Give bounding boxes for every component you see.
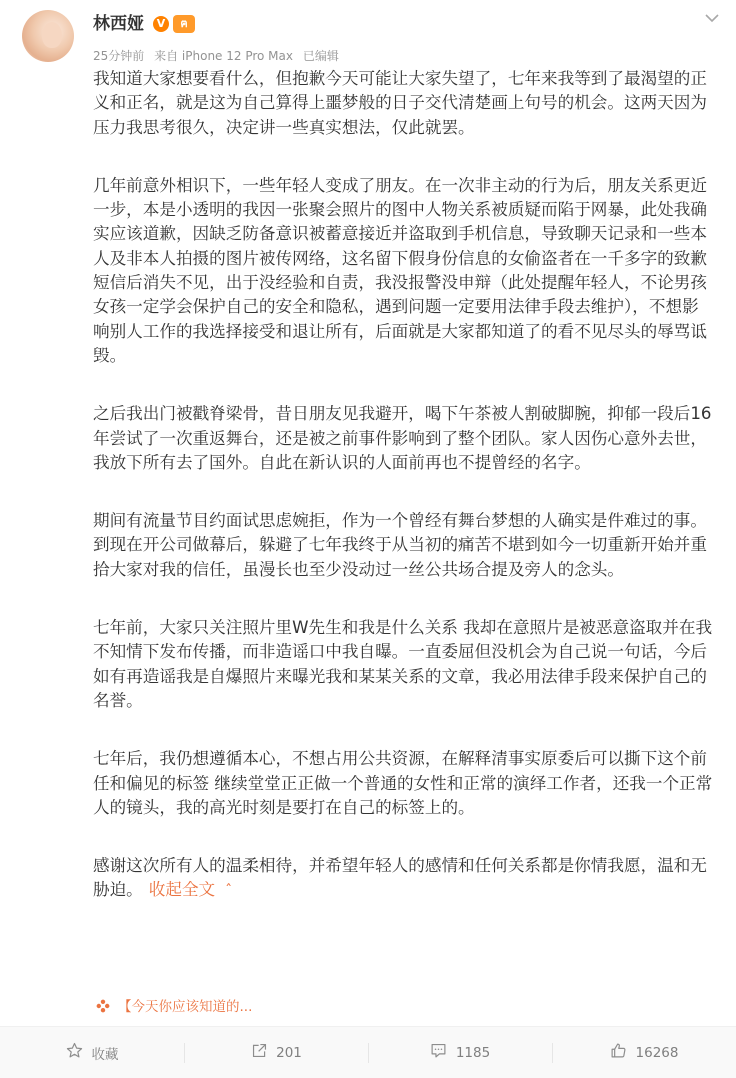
topic-flower-icon bbox=[95, 999, 111, 1015]
chevron-down-svg bbox=[704, 13, 720, 23]
paragraph-3: 之后我出门被戳脊梁骨，昔日朋友见我避开，喝下午茶被人割破脚腕，抑郁一段后16年尝试了一次重返舞台，还是被之前事件影响到了整个团队。家人因伤心意外去世，我放下所有去了国外。自此在新认识的人面前再也不提曾经的名字。 bbox=[93, 404, 712, 472]
thumbs-up-svg bbox=[610, 1042, 627, 1059]
repost-icon bbox=[250, 1042, 268, 1063]
star-svg bbox=[66, 1042, 83, 1059]
topic-flower-svg bbox=[96, 999, 110, 1013]
star-icon bbox=[66, 1042, 84, 1063]
favorite-label: 收藏 bbox=[91, 1046, 119, 1063]
collapse-button[interactable]: 收起全文 bbox=[148, 880, 216, 900]
paragraph-6: 七年后，我仍想遵循本心，不想占用公共资源，在解释清事实原委后可以撕下这个前任和偏见的标签 继续堂堂正正做一个普通的女性和正常的演绎工作者，还我一个正常人的镜头，我的高光时刻是要打在自己的标签上的。 bbox=[93, 749, 713, 817]
repost-button[interactable] bbox=[184, 1027, 368, 1078]
paragraph-1: 我知道大家想要看什么，但抱歉今天可能让大家失望了，七年来我等到了最渴望的正义和正名，就是这为自己算得上噩梦般的日子交代清楚画上句号的机会。这两天因为压力我思考很久，决定讲一些真实想法，仅此就罢。 bbox=[93, 69, 707, 137]
paragraph-5: 七年前，大家只关注照片里W先生和我是什么关系 我却在意照片是被恶意盗取并在我不知情下发布传播，而非造谣口中我自曝。一直委屈但没机会为自己说一句话，今后如有再造谣我是自爆照片来曝光我和某某关系的文章，我必用法律手段来保护自己的名誉。 bbox=[93, 618, 713, 710]
fan-badge-icon: ฅ bbox=[173, 15, 195, 33]
comment-count: 1185 bbox=[455, 1044, 491, 1061]
topic-link[interactable]: 【今天你应该知道的... bbox=[118, 999, 253, 1015]
post-time[interactable]: 25分钟前 bbox=[93, 49, 145, 63]
post-content bbox=[93, 67, 713, 904]
author-name[interactable]: 林西娅 bbox=[93, 14, 144, 34]
verified-badge-icon: V bbox=[153, 16, 169, 32]
chevron-up-icon[interactable]: ˆ bbox=[225, 883, 233, 900]
comment-svg bbox=[430, 1042, 447, 1059]
last-paragraph-text: 感谢这次所有人的温柔相待，并希望年轻人的感情和任何关系都是你情我愿，温和无胁迫。 bbox=[93, 856, 707, 900]
avatar[interactable] bbox=[22, 10, 74, 62]
post-source: 来自 iPhone 12 Pro Max bbox=[154, 49, 293, 63]
avatar-face bbox=[42, 22, 62, 48]
repost-svg bbox=[251, 1042, 268, 1059]
action-bar bbox=[0, 1027, 736, 1078]
comment-icon bbox=[430, 1042, 448, 1063]
paragraph-2: 几年前意外相识下，一些年轻人变成了朋友。在一次非主动的行为后，朋友关系更近一步，本是小透明的我因一张聚会照片的图中人物关系被质疑而陷于网暴，此处我确实应该道歉，因缺乏防备意识被蓄意接近并盗取到手机信息，导致聊天记录和一些本人及非本人拍摄的图片被传网络，这名留下假身份信息的女偷盗者在一千多字的致歉短信后消失不见，出于没经验和自责，我没报警没申辩（此处提醒年轻人，不论男孩女孩一定学会保护自己的安全和隐私，遇到问题一定要用法律手段去维护），不想影响别人工作的我选择接受和退让所有，后面就是大家都知道了的看不见尽头的辱骂诋毁。 bbox=[93, 175, 707, 365]
paragraph-4: 期间有流量节目约面试思虑婉拒，作为一个曾经有舞台梦想的人确实是件难过的事。到现在开公司做幕后，躲避了七年我终于从当初的痛苦不堪到如今一切重新开始并重拾大家对我的信任，虽漫长也至少没动过一丝公共场合提及旁人的念头。 bbox=[93, 511, 707, 579]
comment-button[interactable] bbox=[368, 1027, 552, 1078]
like-button[interactable] bbox=[552, 1027, 736, 1078]
thumbs-up-icon bbox=[610, 1042, 628, 1063]
repost-count: 201 bbox=[276, 1044, 302, 1061]
post-meta bbox=[93, 48, 345, 64]
like-count: 16268 bbox=[635, 1044, 679, 1061]
paragraph-last bbox=[93, 854, 713, 904]
favorite-button[interactable] bbox=[0, 1027, 184, 1078]
chevron-down-icon[interactable] bbox=[702, 8, 722, 28]
edited-label[interactable]: 已编辑 bbox=[302, 49, 339, 63]
